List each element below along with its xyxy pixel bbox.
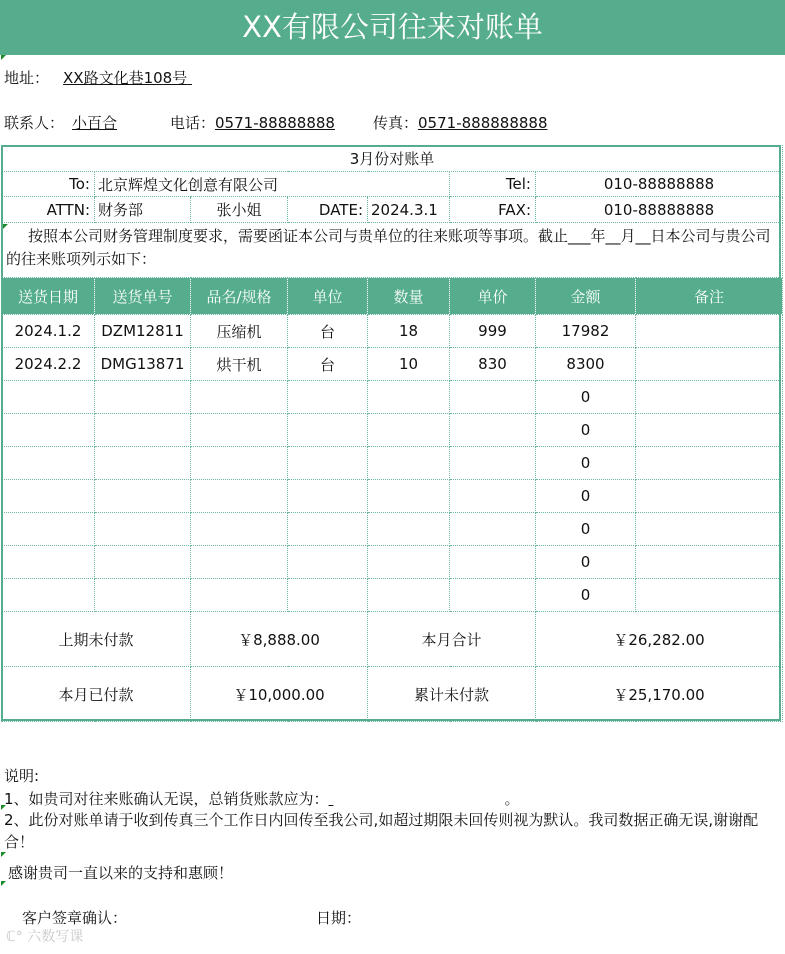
table-cell: 0 bbox=[536, 480, 636, 513]
notes-item2: 2、此份对账单请于收到传真三个工作日内回传至我公司,如超过期限未回传则视为默认。我司数据正确无误,谢谢配合！ bbox=[4, 811, 759, 851]
month-total-value: ￥26,282.00 bbox=[536, 612, 783, 667]
fax2-label: FAX: bbox=[450, 197, 536, 223]
notes-item1-text: 1、如贵司对往来账确认无误，总销货账款应为： bbox=[4, 790, 329, 808]
watermark-logo-icon: ℂ° bbox=[6, 929, 23, 945]
date-value: 2024.3.1 bbox=[368, 197, 450, 223]
to-label: To: bbox=[2, 172, 95, 197]
table-cell: 2024.1.2 bbox=[2, 315, 95, 348]
address-underline bbox=[187, 69, 269, 87]
table-cell: 0 bbox=[536, 381, 636, 414]
cum-unpaid-label: 累计未付款 bbox=[368, 667, 536, 722]
fax2-value: 010-88888888 bbox=[536, 197, 783, 223]
header-cell: 金额 bbox=[536, 278, 636, 315]
contact-line bbox=[4, 112, 117, 133]
amount-blank bbox=[329, 790, 505, 808]
header-cell: 数量 bbox=[368, 278, 450, 315]
table-frame bbox=[1, 145, 781, 721]
table-cell: 0 bbox=[536, 546, 636, 579]
header-cell: 备注 bbox=[636, 278, 783, 315]
date-sign-label: 日期： bbox=[316, 909, 362, 927]
watermark-text: 六数写课 bbox=[27, 929, 84, 945]
table-cell: DMG13871 bbox=[95, 348, 191, 381]
date-label: DATE: bbox=[288, 197, 368, 223]
table-cell: 0 bbox=[536, 414, 636, 447]
table-cell: 18 bbox=[368, 315, 450, 348]
tel-value: 010-88888888 bbox=[536, 172, 783, 197]
month-total-label: 本月合计 bbox=[368, 612, 536, 667]
month-paid-label: 本月已付款 bbox=[2, 667, 191, 722]
watermark bbox=[6, 926, 83, 946]
attn-label: ATTN: bbox=[2, 197, 95, 223]
table-cell: 0 bbox=[536, 579, 636, 612]
table-cell: 烘干机 bbox=[191, 348, 288, 381]
table-cell: 台 bbox=[288, 348, 368, 381]
sign-label: 客户签章确认： bbox=[22, 909, 128, 927]
address-label: 地址： bbox=[4, 69, 50, 87]
cell-marker bbox=[3, 224, 8, 229]
header-cell: 单价 bbox=[450, 278, 536, 315]
notice-body: 按照本公司财务管理制度要求，需要函证本公司与贵单位的往来账项等事项。截止___年__月__日本公司与贵公司的往来账项列示如下： bbox=[6, 227, 771, 268]
fax-line bbox=[373, 112, 548, 133]
cum-unpaid-value: ￥25,170.00 bbox=[536, 667, 783, 722]
phone-line bbox=[170, 112, 335, 133]
fax-label: 传真： bbox=[373, 114, 419, 132]
phone-label: 电话： bbox=[170, 114, 216, 132]
notes-item1-end: 。 bbox=[504, 790, 520, 808]
table-cell: 压缩机 bbox=[191, 315, 288, 348]
cell-marker bbox=[1, 852, 6, 857]
table-cell: DZM12811 bbox=[95, 315, 191, 348]
notes-item1 bbox=[4, 788, 520, 809]
attn-person: 张小姐 bbox=[191, 197, 288, 223]
month-title: 3月份对账单 bbox=[2, 146, 783, 172]
table-cell: 10 bbox=[368, 348, 450, 381]
cell-marker bbox=[1, 55, 6, 60]
header-cell: 品名/规格 bbox=[191, 278, 288, 315]
page-title: XX有限公司往来对账单 bbox=[0, 0, 785, 55]
table-cell: 2024.2.2 bbox=[2, 348, 95, 381]
header-cell: 单位 bbox=[288, 278, 368, 315]
attn-dept: 财务部 bbox=[95, 197, 191, 223]
table-cell: 0 bbox=[536, 447, 636, 480]
thanks-line: 感谢贵司一直以来的支持和惠顾！ bbox=[8, 864, 234, 882]
header-cell: 送货日期 bbox=[2, 278, 95, 315]
phone-value: 0571-88888888 bbox=[215, 114, 335, 132]
fax-value: 0571-888888888 bbox=[418, 114, 548, 132]
month-paid-value: ￥10,000.00 bbox=[191, 667, 368, 722]
prev-unpaid-label: 上期未付款 bbox=[2, 612, 191, 667]
notes-heading: 说明: bbox=[4, 767, 40, 785]
to-value: 北京辉煌文化创意有限公司 bbox=[95, 172, 450, 197]
cell-marker bbox=[1, 881, 6, 886]
table-cell: 999 bbox=[450, 315, 536, 348]
header-cell: 送货单号 bbox=[95, 278, 191, 315]
contact-label: 联系人： bbox=[4, 114, 65, 132]
table-cell: 台 bbox=[288, 315, 368, 348]
address-line bbox=[4, 67, 269, 88]
prev-unpaid-value: ￥8,888.00 bbox=[191, 612, 368, 667]
table-cell: 17982 bbox=[536, 315, 636, 348]
table-cell: 830 bbox=[450, 348, 536, 381]
tel-label: Tel: bbox=[450, 172, 536, 197]
contact-value: 小百合 bbox=[72, 114, 118, 132]
table-cell: 8300 bbox=[536, 348, 636, 381]
table-cell: 0 bbox=[536, 513, 636, 546]
address-value: XX路文化巷108号 bbox=[63, 69, 188, 87]
